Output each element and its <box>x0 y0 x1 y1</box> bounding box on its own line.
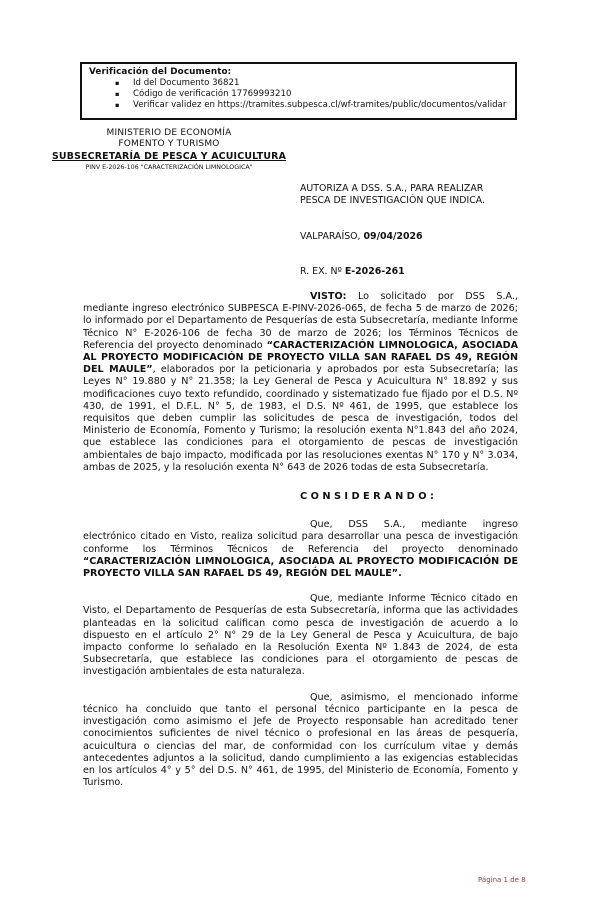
verification-item <box>89 89 508 100</box>
considerando-paragraph <box>83 692 518 790</box>
resolution-label: R. EX. Nº <box>300 266 345 277</box>
considerando-heading: C O N S I D E R A N D O : <box>300 491 434 503</box>
visto-paragraph <box>83 291 518 474</box>
text-segment: Que, DSS S.A., mediante ingreso electrónico citado en Visto, realiza solicitud para desarrollar una pesca de investigación conforme los Términos Técnicos de Referencia del proyecto denominado <box>83 519 518 555</box>
text-segment: VISTO: <box>310 291 347 302</box>
letterhead-ministry: MINISTERIO DE ECONOMÍA <box>106 128 232 138</box>
verification-box <box>80 62 517 120</box>
resolution-number <box>300 266 405 277</box>
verification-validation-url: Verificar validez en https://tramites.subpesca.cl/wf-tramites/public/documentos/validar <box>133 99 507 110</box>
verification-item <box>89 100 508 111</box>
letterhead-project-ref: PINV E-2026-106 "CARACTERIZACIÓN LIMNOLOGICA" <box>85 163 253 171</box>
text-segment: Lo solicitado por DSS S.A., mediante ingreso electrónico SUBPESCA E-PINV-2026-065, de fecha 5 de marzo de 2026; lo informado por el Departamento de Pesquerías de esta Subsecretaría, mediante Informe Técnico N° E-2026-106 de fecha 30 de marzo de 2026; los Términos Técnicos de Referencia del proyecto denominado <box>83 291 518 351</box>
date-value: 09/04/2026 <box>363 231 423 242</box>
document-body <box>83 291 518 789</box>
text-segment: Que, mediante Informe Técnico citado en Visto, el Departamento de Pesquerías de esta Subsecretaría, informa que las actividades planteadas en la solicitud califican como pesca de investigación de acuerdo a lo dispuesto en el artículo 2° N° 29 de la Ley General de Pesca y Acuicultura, de bajo impacto conforme lo señalado en la Resolución Exenta Nº 1.843 de 2024, de esta Subsecretaría, que establece las condiciones para el otorgamiento de pescas de investigación ambientales de esta naturaleza. <box>83 593 518 678</box>
verification-item-text: Código de verificación 17769993210 <box>133 88 292 99</box>
letterhead-subsecretariat: SUBSECRETARÍA DE PESCA Y ACUICULTURA <box>51 150 287 162</box>
verification-list <box>89 78 508 111</box>
place-label: VALPARAÍSO, <box>300 231 364 242</box>
text-segment: “CARACTERIZACIÓN LIMNOLOGICA, ASOCIADA AL PROYECTO MODIFICACIÓN DE PROYECTO VILLA SAN RAFAEL DS 49, REGIÓN DEL MAULE”. <box>83 555 518 580</box>
text-segment: , elaborados por la peticionaria y aprobados por esta Subsecretaría; las Leyes N° 19.880 y N° 21.358; la Ley General de Pesca y Acuicultura N° 18.892 y sus modificaciones cuyo texto refundido, coordinado y sistematizado fue fijado por el D.S. Nº 430, de 1991, el D.F.L. N° 5, de 1983, el D.S. Nº 461, de 1995, que establece los requisitos que deben cumplir las solicitudes de pesca de investigación, todos del Ministerio de Economía, Fomento y Turismo; la resolución exenta N°1.843 del año 2024, que establece las condiciones para el otorgamiento de pescas de investigación ambientales de bajo impacto, modificada por las resoluciones exentas N° 170 y N° 3.034, ambas de 2025, y la resolución exenta N° 643 de 2026 todas de esta Subsecretaría. <box>83 364 518 473</box>
text-segment: “CARACTERIZACIÓN LIMNOLOGICA, ASOCIADA AL PROYECTO MODIFICACIÓN DE PROYECTO VILLA SAN RAFAEL DS 49, REGIÓN DEL MAULE” <box>83 339 519 376</box>
letterhead-department: FOMENTO Y TURISMO <box>118 139 220 150</box>
subject-block <box>300 183 520 207</box>
letterhead <box>28 128 310 173</box>
subject-line: AUTORIZA A DSS. S.A., PARA REALIZAR <box>300 183 484 194</box>
page-number: Página 1 de 8 <box>478 876 526 884</box>
verification-item-text: Id del Documento 36821 <box>133 77 240 88</box>
place-date <box>300 231 423 242</box>
bullet-icon: ▪ <box>115 78 120 87</box>
subject-line: PESCA DE INVESTIGACIÓN QUE INDICA. <box>300 194 486 206</box>
verification-item <box>89 78 508 89</box>
considerando-paragraph <box>83 519 518 580</box>
resolution-value: E-2026-261 <box>344 266 405 277</box>
text-segment: Que, asimismo, el mencionado informe técnico ha concluido que tanto el personal técnico participante en la pesca de investigación como asimismo el Jefe de Proyecto responsable han acreditado tener conocimientos suficientes de nivel técnico o profesional en las áreas de pesquería, acuicultura o ciencias del mar, de conformidad con los currículum vitae y demás antecedentes adjuntos a la solicitud, dando cumplimiento a las exigencias establecidas en los artículos 4° y 5° del D.S. N° 461, de 1995, del Ministerio de Economía, Fomento y Turismo. <box>83 691 518 789</box>
bullet-icon: ▪ <box>115 89 120 98</box>
considerando-paragraph <box>83 593 518 678</box>
bullet-icon: ▪ <box>115 100 120 109</box>
verification-title: Verificación del Documento: <box>89 67 232 77</box>
